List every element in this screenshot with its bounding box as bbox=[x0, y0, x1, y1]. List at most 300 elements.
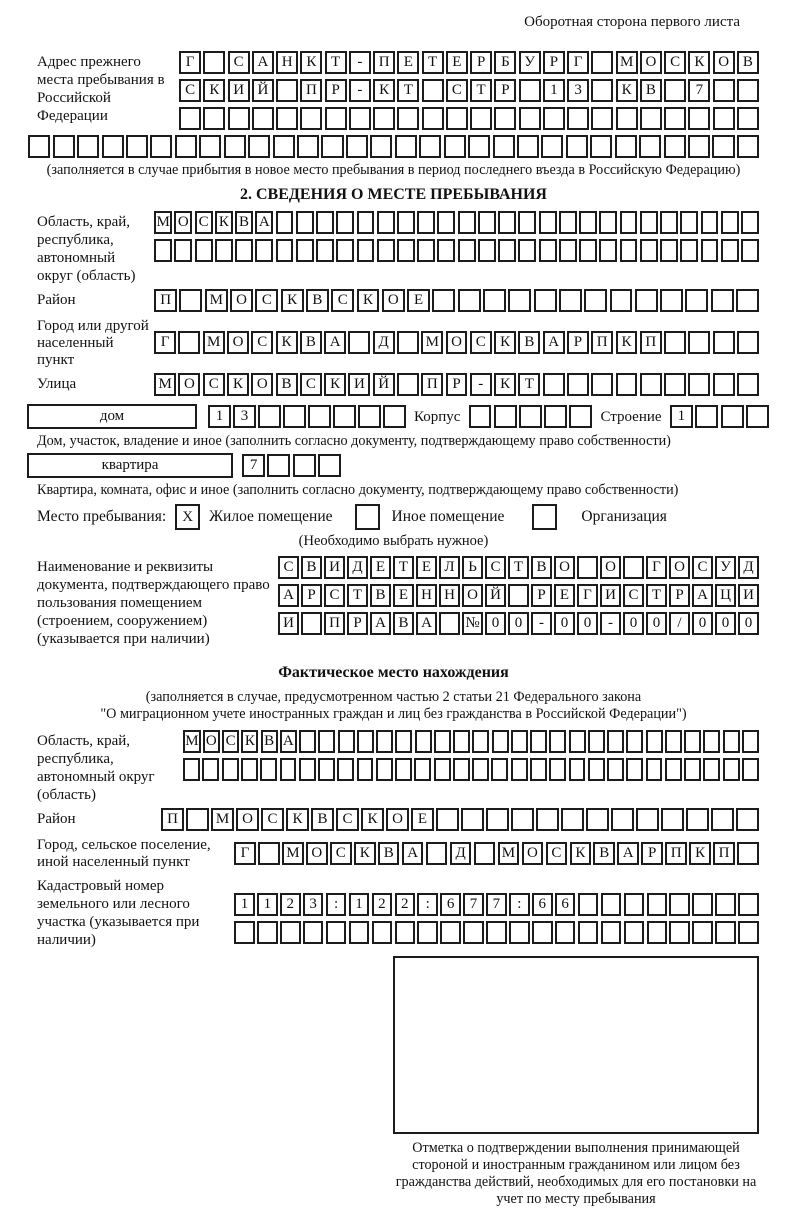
char-cell[interactable] bbox=[472, 730, 489, 753]
char-cell[interactable] bbox=[179, 107, 201, 130]
char-cell[interactable]: К bbox=[616, 79, 638, 102]
char-cell[interactable] bbox=[620, 239, 638, 262]
char-cell[interactable]: С bbox=[470, 331, 492, 354]
char-cell[interactable] bbox=[737, 107, 759, 130]
char-cell[interactable] bbox=[665, 730, 682, 753]
char-cell[interactable]: К bbox=[203, 79, 225, 102]
char-cell[interactable]: А bbox=[402, 842, 424, 865]
char-cell[interactable] bbox=[566, 135, 588, 158]
char-cell[interactable] bbox=[590, 135, 612, 158]
char-cell[interactable]: М bbox=[498, 842, 520, 865]
char-cell[interactable]: 7 bbox=[242, 454, 265, 477]
char-cell[interactable] bbox=[511, 758, 528, 781]
char-cell[interactable]: Е bbox=[411, 808, 434, 831]
char-cell[interactable] bbox=[235, 239, 253, 262]
char-cell[interactable]: О bbox=[600, 556, 621, 579]
char-cell[interactable] bbox=[577, 556, 598, 579]
char-cell[interactable]: Т bbox=[646, 584, 667, 607]
char-cell[interactable]: О bbox=[382, 289, 405, 312]
char-cell[interactable]: 7 bbox=[486, 893, 507, 916]
char-cell[interactable] bbox=[432, 289, 455, 312]
stay-type-checkbox-other[interactable] bbox=[355, 504, 380, 530]
char-cell[interactable]: О bbox=[203, 730, 220, 753]
char-cell[interactable]: 1 bbox=[543, 79, 565, 102]
char-cell[interactable]: С bbox=[300, 373, 322, 396]
char-cell[interactable]: К bbox=[286, 808, 309, 831]
char-cell[interactable] bbox=[741, 239, 759, 262]
char-cell[interactable]: О bbox=[386, 808, 409, 831]
char-cell[interactable] bbox=[611, 808, 634, 831]
char-cell[interactable] bbox=[688, 135, 710, 158]
char-cell[interactable] bbox=[300, 107, 322, 130]
char-cell[interactable]: Р bbox=[494, 79, 516, 102]
char-cell[interactable]: И bbox=[278, 612, 299, 635]
char-cell[interactable] bbox=[154, 239, 172, 262]
char-cell[interactable] bbox=[358, 405, 381, 428]
char-cell[interactable] bbox=[178, 331, 200, 354]
char-cell[interactable]: П bbox=[161, 808, 184, 831]
char-cell[interactable]: К bbox=[276, 331, 298, 354]
char-cell[interactable]: К bbox=[361, 808, 384, 831]
char-cell[interactable] bbox=[437, 211, 455, 234]
char-cell[interactable]: 0 bbox=[738, 612, 759, 635]
char-cell[interactable] bbox=[357, 758, 374, 781]
char-cell[interactable] bbox=[415, 730, 432, 753]
char-cell[interactable]: В bbox=[300, 331, 322, 354]
char-cell[interactable] bbox=[498, 239, 516, 262]
char-cell[interactable] bbox=[458, 239, 476, 262]
char-cell[interactable]: 1 bbox=[670, 405, 693, 428]
char-cell[interactable] bbox=[397, 239, 415, 262]
char-cell[interactable]: П bbox=[421, 373, 443, 396]
char-cell[interactable]: 0 bbox=[577, 612, 598, 635]
char-cell[interactable]: 1 bbox=[349, 893, 370, 916]
char-cell[interactable] bbox=[419, 135, 441, 158]
char-cell[interactable]: Г bbox=[234, 842, 256, 865]
char-cell[interactable] bbox=[267, 454, 290, 477]
char-cell[interactable]: Д bbox=[347, 556, 368, 579]
char-cell[interactable]: С bbox=[203, 373, 225, 396]
char-cell[interactable]: 6 bbox=[555, 893, 576, 916]
char-cell[interactable]: Т bbox=[347, 584, 368, 607]
char-cell[interactable] bbox=[518, 239, 536, 262]
char-cell[interactable]: К bbox=[324, 373, 346, 396]
char-cell[interactable] bbox=[444, 135, 466, 158]
char-cell[interactable]: 0 bbox=[692, 612, 713, 635]
char-cell[interactable] bbox=[569, 758, 586, 781]
char-cell[interactable]: : bbox=[509, 893, 530, 916]
char-cell[interactable] bbox=[723, 730, 740, 753]
char-cell[interactable]: О bbox=[446, 331, 468, 354]
char-cell[interactable] bbox=[377, 239, 395, 262]
char-cell[interactable]: 3 bbox=[567, 79, 589, 102]
char-cell[interactable]: В bbox=[393, 612, 414, 635]
char-cell[interactable] bbox=[458, 289, 481, 312]
char-cell[interactable]: : bbox=[417, 893, 438, 916]
char-cell[interactable]: М bbox=[154, 211, 172, 234]
char-cell[interactable] bbox=[715, 921, 736, 944]
char-cell[interactable] bbox=[301, 612, 322, 635]
char-cell[interactable] bbox=[737, 842, 759, 865]
char-cell[interactable]: В bbox=[301, 556, 322, 579]
char-cell[interactable] bbox=[458, 211, 476, 234]
char-cell[interactable]: П bbox=[300, 79, 322, 102]
char-cell[interactable] bbox=[713, 373, 735, 396]
char-cell[interactable] bbox=[183, 758, 200, 781]
char-cell[interactable] bbox=[532, 921, 553, 944]
char-cell[interactable]: М bbox=[183, 730, 200, 753]
char-cell[interactable]: Р bbox=[301, 584, 322, 607]
char-cell[interactable] bbox=[426, 842, 448, 865]
char-cell[interactable]: О bbox=[554, 556, 575, 579]
char-cell[interactable]: О bbox=[462, 584, 483, 607]
char-cell[interactable] bbox=[376, 758, 393, 781]
char-cell[interactable] bbox=[478, 239, 496, 262]
char-cell[interactable]: О bbox=[713, 51, 735, 74]
char-cell[interactable]: 1 bbox=[234, 893, 255, 916]
char-cell[interactable] bbox=[680, 239, 698, 262]
char-cell[interactable] bbox=[446, 107, 468, 130]
char-cell[interactable] bbox=[395, 758, 412, 781]
char-cell[interactable] bbox=[357, 730, 374, 753]
char-cell[interactable]: С bbox=[324, 584, 345, 607]
char-cell[interactable] bbox=[723, 758, 740, 781]
char-cell[interactable] bbox=[383, 405, 406, 428]
char-cell[interactable]: 1 bbox=[257, 893, 278, 916]
char-cell[interactable]: 1 bbox=[208, 405, 231, 428]
char-cell[interactable] bbox=[280, 758, 297, 781]
char-cell[interactable] bbox=[665, 758, 682, 781]
char-cell[interactable] bbox=[620, 211, 638, 234]
char-cell[interactable]: Й bbox=[485, 584, 506, 607]
char-cell[interactable]: К bbox=[227, 373, 249, 396]
char-cell[interactable] bbox=[316, 211, 334, 234]
char-cell[interactable] bbox=[601, 921, 622, 944]
char-cell[interactable] bbox=[588, 758, 605, 781]
char-cell[interactable]: 7 bbox=[688, 79, 710, 102]
char-cell[interactable] bbox=[721, 211, 739, 234]
char-cell[interactable]: - bbox=[470, 373, 492, 396]
char-cell[interactable]: Д bbox=[738, 556, 759, 579]
char-cell[interactable]: М bbox=[616, 51, 638, 74]
char-cell[interactable] bbox=[519, 79, 541, 102]
char-cell[interactable]: Л bbox=[439, 556, 460, 579]
char-cell[interactable] bbox=[492, 730, 509, 753]
char-cell[interactable] bbox=[569, 730, 586, 753]
char-cell[interactable] bbox=[737, 331, 759, 354]
char-cell[interactable]: Н bbox=[276, 51, 298, 74]
char-cell[interactable] bbox=[579, 239, 597, 262]
char-cell[interactable] bbox=[273, 135, 295, 158]
char-cell[interactable] bbox=[640, 373, 662, 396]
char-cell[interactable] bbox=[276, 79, 298, 102]
char-cell[interactable] bbox=[318, 758, 335, 781]
char-cell[interactable] bbox=[215, 239, 233, 262]
char-cell[interactable]: Е bbox=[416, 556, 437, 579]
char-cell[interactable] bbox=[228, 107, 250, 130]
char-cell[interactable] bbox=[440, 921, 461, 944]
char-cell[interactable]: К bbox=[570, 842, 592, 865]
char-cell[interactable] bbox=[349, 107, 371, 130]
char-cell[interactable] bbox=[601, 893, 622, 916]
char-cell[interactable] bbox=[224, 135, 246, 158]
char-cell[interactable] bbox=[615, 135, 637, 158]
char-cell[interactable]: С bbox=[336, 808, 359, 831]
char-cell[interactable]: В bbox=[276, 373, 298, 396]
char-cell[interactable] bbox=[397, 331, 419, 354]
char-cell[interactable]: П bbox=[373, 51, 395, 74]
char-cell[interactable] bbox=[738, 921, 759, 944]
char-cell[interactable]: Т bbox=[397, 79, 419, 102]
char-cell[interactable]: В bbox=[640, 79, 662, 102]
char-cell[interactable]: А bbox=[543, 331, 565, 354]
char-cell[interactable] bbox=[639, 135, 661, 158]
char-cell[interactable]: О bbox=[174, 211, 192, 234]
char-cell[interactable]: М bbox=[154, 373, 176, 396]
char-cell[interactable] bbox=[664, 373, 686, 396]
char-cell[interactable] bbox=[299, 730, 316, 753]
char-cell[interactable] bbox=[346, 135, 368, 158]
char-cell[interactable]: П bbox=[154, 289, 177, 312]
char-cell[interactable]: И bbox=[348, 373, 370, 396]
char-cell[interactable] bbox=[555, 921, 576, 944]
char-cell[interactable] bbox=[422, 79, 444, 102]
char-cell[interactable] bbox=[703, 758, 720, 781]
char-cell[interactable] bbox=[607, 758, 624, 781]
char-cell[interactable]: С bbox=[446, 79, 468, 102]
char-cell[interactable]: М bbox=[205, 289, 228, 312]
char-cell[interactable] bbox=[561, 808, 584, 831]
char-cell[interactable] bbox=[741, 211, 759, 234]
char-cell[interactable]: - bbox=[531, 612, 552, 635]
char-cell[interactable] bbox=[539, 239, 557, 262]
char-cell[interactable]: Р bbox=[325, 79, 347, 102]
char-cell[interactable] bbox=[483, 289, 506, 312]
char-cell[interactable] bbox=[695, 405, 718, 428]
char-cell[interactable] bbox=[316, 239, 334, 262]
char-cell[interactable]: А bbox=[416, 612, 437, 635]
char-cell[interactable]: С bbox=[261, 808, 284, 831]
char-cell[interactable]: С bbox=[222, 730, 239, 753]
char-cell[interactable] bbox=[624, 893, 645, 916]
char-cell[interactable]: Б bbox=[494, 51, 516, 74]
char-cell[interactable]: С bbox=[330, 842, 352, 865]
char-cell[interactable] bbox=[591, 51, 613, 74]
char-cell[interactable]: Ь bbox=[462, 556, 483, 579]
char-cell[interactable] bbox=[579, 211, 597, 234]
char-cell[interactable] bbox=[635, 289, 658, 312]
char-cell[interactable] bbox=[276, 107, 298, 130]
char-cell[interactable]: А bbox=[692, 584, 713, 607]
char-cell[interactable] bbox=[742, 730, 759, 753]
char-cell[interactable] bbox=[357, 211, 375, 234]
char-cell[interactable] bbox=[234, 921, 255, 944]
char-cell[interactable] bbox=[519, 405, 542, 428]
char-cell[interactable] bbox=[338, 730, 355, 753]
char-cell[interactable]: К bbox=[688, 51, 710, 74]
char-cell[interactable] bbox=[508, 289, 531, 312]
char-cell[interactable]: А bbox=[324, 331, 346, 354]
char-cell[interactable]: Р bbox=[669, 584, 690, 607]
char-cell[interactable] bbox=[299, 758, 316, 781]
char-cell[interactable]: Т bbox=[518, 373, 540, 396]
char-cell[interactable]: Т bbox=[393, 556, 414, 579]
char-cell[interactable] bbox=[436, 808, 459, 831]
char-cell[interactable]: В bbox=[737, 51, 759, 74]
char-cell[interactable]: Н bbox=[416, 584, 437, 607]
char-cell[interactable] bbox=[567, 373, 589, 396]
char-cell[interactable] bbox=[296, 211, 314, 234]
char-cell[interactable] bbox=[498, 211, 516, 234]
char-cell[interactable] bbox=[746, 405, 769, 428]
char-cell[interactable] bbox=[195, 239, 213, 262]
char-cell[interactable] bbox=[534, 289, 557, 312]
char-cell[interactable] bbox=[711, 808, 734, 831]
char-cell[interactable]: С bbox=[179, 79, 201, 102]
char-cell[interactable]: Р bbox=[531, 584, 552, 607]
char-cell[interactable]: Т bbox=[508, 556, 529, 579]
char-cell[interactable] bbox=[647, 921, 668, 944]
char-cell[interactable] bbox=[701, 211, 719, 234]
char-cell[interactable] bbox=[453, 730, 470, 753]
char-cell[interactable] bbox=[434, 758, 451, 781]
char-cell[interactable] bbox=[280, 921, 301, 944]
char-cell[interactable]: С bbox=[228, 51, 250, 74]
char-cell[interactable] bbox=[276, 211, 294, 234]
char-cell[interactable] bbox=[509, 921, 530, 944]
char-cell[interactable]: В bbox=[370, 584, 391, 607]
char-cell[interactable] bbox=[395, 921, 416, 944]
char-cell[interactable] bbox=[715, 893, 736, 916]
char-cell[interactable] bbox=[610, 289, 633, 312]
char-cell[interactable] bbox=[174, 239, 192, 262]
char-cell[interactable] bbox=[591, 79, 613, 102]
char-cell[interactable]: О bbox=[640, 51, 662, 74]
char-cell[interactable] bbox=[222, 758, 239, 781]
char-cell[interactable] bbox=[370, 135, 392, 158]
char-cell[interactable]: 0 bbox=[485, 612, 506, 635]
char-cell[interactable]: Н bbox=[439, 584, 460, 607]
char-cell[interactable] bbox=[660, 211, 678, 234]
char-cell[interactable]: О bbox=[227, 331, 249, 354]
char-cell[interactable] bbox=[357, 239, 375, 262]
char-cell[interactable]: 3 bbox=[233, 405, 256, 428]
char-cell[interactable] bbox=[77, 135, 99, 158]
char-cell[interactable] bbox=[736, 808, 759, 831]
char-cell[interactable]: Г bbox=[646, 556, 667, 579]
char-cell[interactable] bbox=[336, 211, 354, 234]
char-cell[interactable]: - bbox=[349, 79, 371, 102]
char-cell[interactable] bbox=[397, 211, 415, 234]
char-cell[interactable] bbox=[664, 107, 686, 130]
char-cell[interactable]: Т bbox=[470, 79, 492, 102]
char-cell[interactable] bbox=[276, 239, 294, 262]
char-cell[interactable]: У bbox=[715, 556, 736, 579]
char-cell[interactable]: К bbox=[689, 842, 711, 865]
char-cell[interactable]: В bbox=[531, 556, 552, 579]
char-cell[interactable] bbox=[296, 239, 314, 262]
char-cell[interactable]: В bbox=[306, 289, 329, 312]
char-cell[interactable]: О bbox=[178, 373, 200, 396]
char-cell[interactable]: С bbox=[255, 289, 278, 312]
char-cell[interactable]: Д bbox=[450, 842, 472, 865]
char-cell[interactable]: И bbox=[324, 556, 345, 579]
char-cell[interactable]: К bbox=[241, 730, 258, 753]
char-cell[interactable] bbox=[175, 135, 197, 158]
char-cell[interactable] bbox=[28, 135, 50, 158]
char-cell[interactable] bbox=[252, 107, 274, 130]
char-cell[interactable] bbox=[470, 107, 492, 130]
char-cell[interactable] bbox=[478, 211, 496, 234]
char-cell[interactable]: П bbox=[713, 842, 735, 865]
char-cell[interactable]: С bbox=[664, 51, 686, 74]
char-cell[interactable] bbox=[437, 239, 455, 262]
char-cell[interactable] bbox=[549, 758, 566, 781]
char-cell[interactable] bbox=[397, 373, 419, 396]
char-cell[interactable] bbox=[326, 921, 347, 944]
char-cell[interactable] bbox=[541, 135, 563, 158]
char-cell[interactable]: Г bbox=[577, 584, 598, 607]
char-cell[interactable] bbox=[669, 921, 690, 944]
char-cell[interactable]: В bbox=[378, 842, 400, 865]
char-cell[interactable] bbox=[203, 51, 225, 74]
char-cell[interactable] bbox=[640, 239, 658, 262]
char-cell[interactable]: Е bbox=[407, 289, 430, 312]
char-cell[interactable] bbox=[303, 921, 324, 944]
char-cell[interactable] bbox=[461, 808, 484, 831]
char-cell[interactable] bbox=[703, 730, 720, 753]
char-cell[interactable] bbox=[336, 239, 354, 262]
char-cell[interactable] bbox=[660, 239, 678, 262]
char-cell[interactable]: Е bbox=[554, 584, 575, 607]
char-cell[interactable] bbox=[453, 758, 470, 781]
char-cell[interactable] bbox=[559, 211, 577, 234]
char-cell[interactable]: Р bbox=[446, 373, 468, 396]
char-cell[interactable] bbox=[591, 373, 613, 396]
char-cell[interactable] bbox=[536, 808, 559, 831]
char-cell[interactable] bbox=[468, 135, 490, 158]
char-cell[interactable] bbox=[711, 289, 734, 312]
char-cell[interactable] bbox=[742, 758, 759, 781]
char-cell[interactable]: 3 bbox=[303, 893, 324, 916]
char-cell[interactable]: С bbox=[195, 211, 213, 234]
char-cell[interactable] bbox=[543, 107, 565, 130]
char-cell[interactable] bbox=[179, 289, 202, 312]
char-cell[interactable] bbox=[626, 730, 643, 753]
char-cell[interactable]: К bbox=[494, 331, 516, 354]
char-cell[interactable] bbox=[588, 730, 605, 753]
char-cell[interactable]: Д bbox=[373, 331, 395, 354]
char-cell[interactable] bbox=[203, 107, 225, 130]
char-cell[interactable]: В bbox=[261, 730, 278, 753]
char-cell[interactable] bbox=[624, 921, 645, 944]
char-cell[interactable] bbox=[640, 211, 658, 234]
char-cell[interactable]: Т bbox=[422, 51, 444, 74]
char-cell[interactable]: О bbox=[306, 842, 328, 865]
char-cell[interactable]: : bbox=[326, 893, 347, 916]
char-cell[interactable]: К bbox=[281, 289, 304, 312]
char-cell[interactable] bbox=[530, 730, 547, 753]
char-cell[interactable] bbox=[636, 808, 659, 831]
char-cell[interactable] bbox=[463, 921, 484, 944]
char-cell[interactable]: 0 bbox=[646, 612, 667, 635]
char-cell[interactable] bbox=[414, 758, 431, 781]
char-cell[interactable] bbox=[308, 405, 331, 428]
char-cell[interactable] bbox=[186, 808, 209, 831]
char-cell[interactable] bbox=[688, 373, 710, 396]
char-cell[interactable]: И bbox=[600, 584, 621, 607]
char-cell[interactable]: Р bbox=[641, 842, 663, 865]
